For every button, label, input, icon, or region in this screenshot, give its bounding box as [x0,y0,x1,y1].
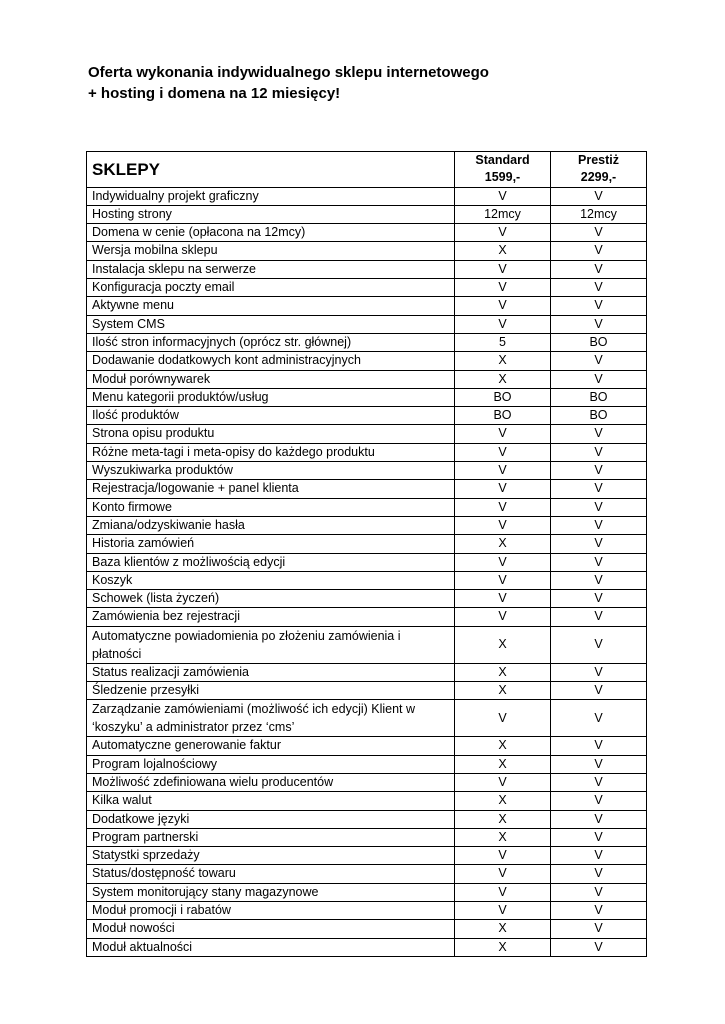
prestiz-value-cell: V [551,828,647,846]
table-row [87,792,647,810]
prestiz-value-cell: V [551,737,647,755]
feature-cell: Program partnerski [87,828,455,846]
table-row [87,571,647,589]
prestiz-value-cell: V [551,571,647,589]
title-line-1: Oferta wykonania indywidualnego sklepu internetowego [88,64,489,81]
prestiz-value-cell: V [551,553,647,571]
prestiz-value-cell: V [551,773,647,791]
standard-value-cell: V [455,865,551,883]
standard-value-cell: BO [455,407,551,425]
table-row [87,626,647,663]
table-row [87,682,647,700]
prestiz-value-cell: V [551,443,647,461]
standard-value-cell: BO [455,388,551,406]
standard-value-cell: X [455,755,551,773]
standard-value-cell: V [455,462,551,480]
standard-value-cell: X [455,535,551,553]
table-header-row [87,152,647,188]
table-row [87,480,647,498]
prestiz-value-cell: V [551,700,647,737]
table-row [87,407,647,425]
prestiz-value-cell: V [551,352,647,370]
prestiz-value-cell: V [551,297,647,315]
feature-cell: Automatyczne powiadomienia po złożeniu zamówienia i płatności [87,626,455,663]
prestiz-value-cell: V [551,938,647,956]
prestiz-value-cell: V [551,187,647,205]
feature-cell: Ilość stron informacyjnych (oprócz str. głównej) [87,333,455,351]
table-row [87,700,647,737]
feature-cell: Baza klientów z możliwością edycji [87,553,455,571]
standard-value-cell: X [455,352,551,370]
table-row [87,443,647,461]
feature-cell: Aktywne menu [87,297,455,315]
table-row [87,755,647,773]
prestiz-value-cell: V [551,480,647,498]
table-row [87,535,647,553]
table-row [87,315,647,333]
prestiz-value-cell: V [551,626,647,663]
prestiz-value-cell: V [551,279,647,297]
prestiz-value-cell: V [551,535,647,553]
feature-cell: Moduł promocji i rabatów [87,901,455,919]
prestiz-value-cell: V [551,865,647,883]
plan-standard-price: 1599,- [484,170,521,185]
prestiz-value-cell: V [551,682,647,700]
feature-cell: Konfiguracja poczty email [87,279,455,297]
table-row [87,608,647,626]
standard-value-cell: V [455,553,551,571]
table-row [87,883,647,901]
standard-value-cell: X [455,828,551,846]
table-row [87,737,647,755]
standard-value-cell: X [455,938,551,956]
table-row [87,865,647,883]
table-row [87,938,647,956]
feature-cell: Statystki sprzedaży [87,847,455,865]
feature-cell: Indywidualny projekt graficzny [87,187,455,205]
standard-value-cell: V [455,425,551,443]
standard-value-cell: X [455,792,551,810]
standard-value-cell: X [455,682,551,700]
standard-value-cell: V [455,480,551,498]
feature-cell: Moduł aktualności [87,938,455,956]
feature-cell: Śledzenie przesyłki [87,682,455,700]
standard-value-cell: V [455,901,551,919]
prestiz-value-cell: 12mcy [551,205,647,223]
table-row [87,553,647,571]
feature-cell: Hosting strony [87,205,455,223]
feature-cell: Możliwość zdefiniowana wielu producentów [87,773,455,791]
table-row [87,773,647,791]
standard-value-cell: X [455,737,551,755]
prestiz-value-cell: V [551,901,647,919]
feature-cell: Dodawanie dodatkowych kont administracyjnych [87,352,455,370]
standard-value-cell: V [455,700,551,737]
plan-prestiz-header [551,152,647,188]
feature-cell: Koszyk [87,571,455,589]
feature-cell: Schowek (lista życzeń) [87,590,455,608]
standard-value-cell: V [455,847,551,865]
prestiz-value-cell: BO [551,388,647,406]
table-row [87,242,647,260]
standard-value-cell: V [455,590,551,608]
table-row [87,462,647,480]
table-row [87,187,647,205]
table-row [87,260,647,278]
prestiz-value-cell: V [551,242,647,260]
prestiz-value-cell: BO [551,407,647,425]
prestiz-value-cell: V [551,315,647,333]
table-row [87,279,647,297]
standard-value-cell: X [455,810,551,828]
standard-value-cell: V [455,773,551,791]
prestiz-value-cell: V [551,755,647,773]
table-row [87,498,647,516]
standard-value-cell: V [455,187,551,205]
feature-cell: Zmiana/odzyskiwanie hasła [87,516,455,534]
table-row [87,425,647,443]
prestiz-value-cell: V [551,883,647,901]
table-body [87,187,647,956]
plan-prestiz-name: Prestiż [578,153,619,167]
table-row [87,224,647,242]
standard-value-cell: X [455,626,551,663]
offer-table [86,151,647,957]
table-row [87,590,647,608]
prestiz-value-cell: BO [551,333,647,351]
prestiz-value-cell: V [551,810,647,828]
standard-value-cell: V [455,883,551,901]
feature-cell: Strona opisu produktu [87,425,455,443]
feature-cell: System monitorujący stany magazynowe [87,883,455,901]
feature-cell: Program lojalnościowy [87,755,455,773]
feature-cell: Dodatkowe języki [87,810,455,828]
prestiz-value-cell: V [551,260,647,278]
standard-value-cell: V [455,260,551,278]
standard-value-cell: X [455,663,551,681]
table-row [87,370,647,388]
table-row [87,810,647,828]
plan-standard-name: Standard [475,153,530,167]
table-row [87,847,647,865]
feature-cell: Status realizacji zamówienia [87,663,455,681]
feature-cell: Menu kategorii produktów/usług [87,388,455,406]
prestiz-value-cell: V [551,224,647,242]
prestiz-value-cell: V [551,663,647,681]
document-title [88,62,688,104]
standard-value-cell: V [455,498,551,516]
title-line-2: + hosting i domena na 12 miesięcy! [88,85,341,102]
table-row [87,388,647,406]
table-row [87,920,647,938]
table-row [87,663,647,681]
table-header-label: SKLEPY [87,152,455,188]
table-row [87,205,647,223]
prestiz-value-cell: V [551,847,647,865]
prestiz-value-cell: V [551,920,647,938]
prestiz-value-cell: V [551,462,647,480]
prestiz-value-cell: V [551,792,647,810]
prestiz-value-cell: V [551,516,647,534]
feature-cell: Wyszukiwarka produktów [87,462,455,480]
standard-value-cell: X [455,242,551,260]
feature-cell: Automatyczne generowanie faktur [87,737,455,755]
table-row [87,333,647,351]
prestiz-value-cell: V [551,590,647,608]
standard-value-cell: X [455,920,551,938]
table-row [87,297,647,315]
feature-cell: Konto firmowe [87,498,455,516]
standard-value-cell: V [455,315,551,333]
standard-value-cell: V [455,224,551,242]
table-row [87,352,647,370]
feature-cell: Domena w cenie (opłacona na 12mcy) [87,224,455,242]
prestiz-value-cell: V [551,498,647,516]
plan-standard-header [455,152,551,188]
table-row [87,828,647,846]
feature-cell: Zamówienia bez rejestracji [87,608,455,626]
feature-cell: Różne meta-tagi i meta-opisy do każdego produktu [87,443,455,461]
standard-value-cell: V [455,443,551,461]
plan-prestiz-price: 2299,- [580,170,617,185]
feature-cell: Status/dostępność towaru [87,865,455,883]
feature-cell: Rejestracja/logowanie + panel klienta [87,480,455,498]
feature-cell: Instalacja sklepu na serwerze [87,260,455,278]
standard-value-cell: V [455,571,551,589]
standard-value-cell: 5 [455,333,551,351]
feature-cell: System CMS [87,315,455,333]
standard-value-cell: V [455,516,551,534]
standard-value-cell: V [455,608,551,626]
prestiz-value-cell: V [551,370,647,388]
feature-cell: Historia zamówień [87,535,455,553]
feature-cell: Ilość produktów [87,407,455,425]
feature-cell: Wersja mobilna sklepu [87,242,455,260]
standard-value-cell: X [455,370,551,388]
feature-cell: Moduł nowości [87,920,455,938]
feature-cell: Zarządzanie zamówieniami (możliwość ich edycji) Klient w ‘koszyku’ a administrator przez ‘cms’ [87,700,455,737]
standard-value-cell: V [455,279,551,297]
prestiz-value-cell: V [551,608,647,626]
feature-cell: Kilka walut [87,792,455,810]
table-row [87,901,647,919]
prestiz-value-cell: V [551,425,647,443]
standard-value-cell: 12mcy [455,205,551,223]
table-row [87,516,647,534]
feature-cell: Moduł porównywarek [87,370,455,388]
standard-value-cell: V [455,297,551,315]
